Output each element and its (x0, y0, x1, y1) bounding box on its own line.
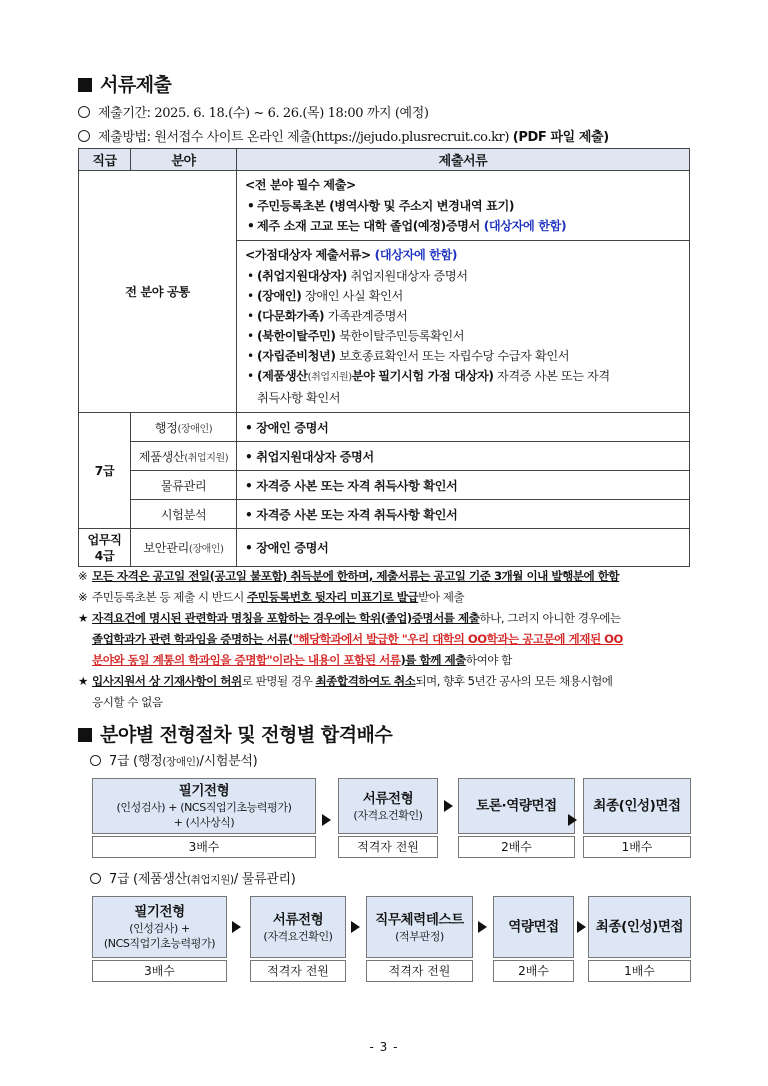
table-row: 7급 행정(장애인) • 장애인 증명서 (79, 413, 690, 442)
common-required-docs: <전 분야 필수 제출> • 주민등록초본 (병역사항 및 주소지 변경내역 표기) • 제주 소재 고교 또는 대학 졸업(예정)증명서 (대상자에 한함) (237, 171, 690, 241)
arrow-right-icon (577, 921, 586, 933)
common-field-label: 전 분야 공통 (79, 171, 237, 413)
flow1-cap-documents: 적격자 전원 (338, 836, 438, 858)
arrow-right-icon (232, 921, 241, 933)
list-item: • (다문화가족) 가족관계증명서 (247, 309, 408, 323)
circle-bullet-icon (90, 755, 101, 766)
flow1-cap-final-interview: 1배수 (583, 836, 691, 858)
arrow-right-icon (568, 814, 577, 826)
header-grade: 직급 (79, 149, 131, 171)
note-degree-certificate: ★ 자격요건에 명시된 관련학과 명칭을 포함하는 경우에는 학위(졸업)증명서를 제출하나, 그러지 아니한 경우에는 (78, 611, 621, 625)
flow1-cap-debate-interview: 2배수 (458, 836, 575, 858)
arrow-right-icon (322, 814, 331, 826)
flow2-step-final-interview: 최종(인성)면접 (588, 896, 691, 958)
list-item: • (제품생산(취업지원)분야 필기시험 가점 대상자) 자격증 사본 또는 자격 (247, 369, 610, 383)
circle-bullet-icon (78, 106, 90, 118)
section-title-documents: 서류제출 (78, 70, 171, 97)
header-field: 분야 (131, 149, 237, 171)
flow1-label: 7급 (행정(장애인)/시험분석) (90, 750, 257, 769)
table-row: 물류관리 • 자격증 사본 또는 자격 취득사항 확인서 (79, 471, 690, 500)
table-row-common-required (79, 171, 690, 241)
arrow-right-icon (351, 921, 360, 933)
note-resident-record: ※ 주민등록초본 등 제출 시 반드시 주민등록번호 뒷자리 미표기로 발급받아 제출 (78, 590, 465, 604)
flow2-cap-written: 3배수 (92, 960, 227, 982)
arrow-right-icon (444, 800, 453, 812)
grade-7-label: 7급 (79, 413, 131, 529)
table-row: 제품생산(취업지원) • 취업지원대상자 증명서 (79, 442, 690, 471)
table-row: 시험분석 • 자격증 사본 또는 자격 취득사항 확인서 (79, 500, 690, 529)
submission-period: 제출기간: 2025. 6. 18.(수) ~ 6. 26.(목) 18:00 까지 (예정) (78, 102, 429, 121)
circle-bullet-icon (78, 130, 90, 142)
flow2-step-competency-interview: 역량면접 (493, 896, 574, 958)
list-item: • (취업지원대상자) 취업지원대상자 증명서 (247, 269, 468, 283)
flow2-step-documents: 서류전형 (자격요건확인) (250, 896, 346, 958)
flow2-cap-fitness-test: 적격자 전원 (366, 960, 473, 982)
list-item: • (장애인) 장애인 사실 확인서 (247, 289, 403, 303)
flow1-step-documents: 서류전형 (자격요건확인) (338, 778, 438, 834)
submission-method: 제출방법: 원서접수 사이트 온라인 제출(https://jejudo.plusrecruit.co.kr) (PDF 파일 제출) (78, 126, 609, 145)
list-item: • (자립준비청년) 보호종료확인서 또는 자립수당 수급자 확인서 (247, 349, 570, 363)
flow1-step-written: 필기전형 (인성검사) + (NCS직업기초능력평가) + (시사상식) (92, 778, 316, 834)
section-title-selection-process: 분야별 전형절차 및 전형별 합격배수 (78, 720, 392, 747)
flow1-step-debate-interview: 토론·역량면접 (458, 778, 575, 834)
note-qualification-date: ※ 모든 자격은 공고일 전일(공고일 불포함) 취득분에 한하며, 제출서류는 공고일 기준 3개월 이내 발행분에 한함 (78, 569, 620, 583)
arrow-right-icon (478, 921, 487, 933)
flow2-cap-competency-interview: 2배수 (493, 960, 574, 982)
header-documents: 제출서류 (237, 149, 690, 171)
documents-table (78, 148, 690, 567)
note-false-application: ★ 입사지원서 상 기재사항이 허위로 판명될 경우 최종합격하여도 취소되며, 향후 5년간 공사의 모든 채용시험에 (78, 674, 613, 688)
flow1-step-final-interview: 최종(인성)면접 (583, 778, 691, 834)
flow2-label: 7급 (제품생산(취업지원)/ 물류관리) (90, 868, 296, 887)
table-header-row (79, 149, 690, 171)
bonus-docs: <가점대상자 제출서류> (대상자에 한함) • (취업지원대상자) 취업지원대상자 증명서 • (장애인) 장애인 사실 확인서 • (다문화가족) 가족관계증명서 • (북한이탈주민) 북한이탈주민등록확인서 • (자립준비청년) 보호종료확인서 또는 자립수당 수급자 확인서 • (제품생산(취업지원)분야 필기시험 가점 대상자) 자격증 사본 또는 자격 취득사항 확인서 (237, 241, 690, 413)
square-bullet-icon (78, 728, 92, 742)
flow2-cap-documents: 적격자 전원 (250, 960, 346, 982)
list-item: • (북한이탈주민) 북한이탈주민등록확인서 (247, 329, 465, 343)
table-row: 업무직 4급 보안관리(장애인) • 장애인 증명서 (79, 529, 690, 567)
flow2-step-fitness-test: 직무체력테스트 (적부판정) (366, 896, 473, 958)
circle-bullet-icon (90, 873, 101, 884)
office-grade-label: 업무직 4급 (79, 529, 131, 567)
flow1-cap-written: 3배수 (92, 836, 316, 858)
page-number: - 3 - (369, 1040, 399, 1054)
flow2-step-written: 필기전형 (인성검사) + (NCS직업기초능력평가) (92, 896, 227, 958)
square-bullet-icon (78, 78, 92, 92)
flow2-cap-final-interview: 1배수 (588, 960, 691, 982)
